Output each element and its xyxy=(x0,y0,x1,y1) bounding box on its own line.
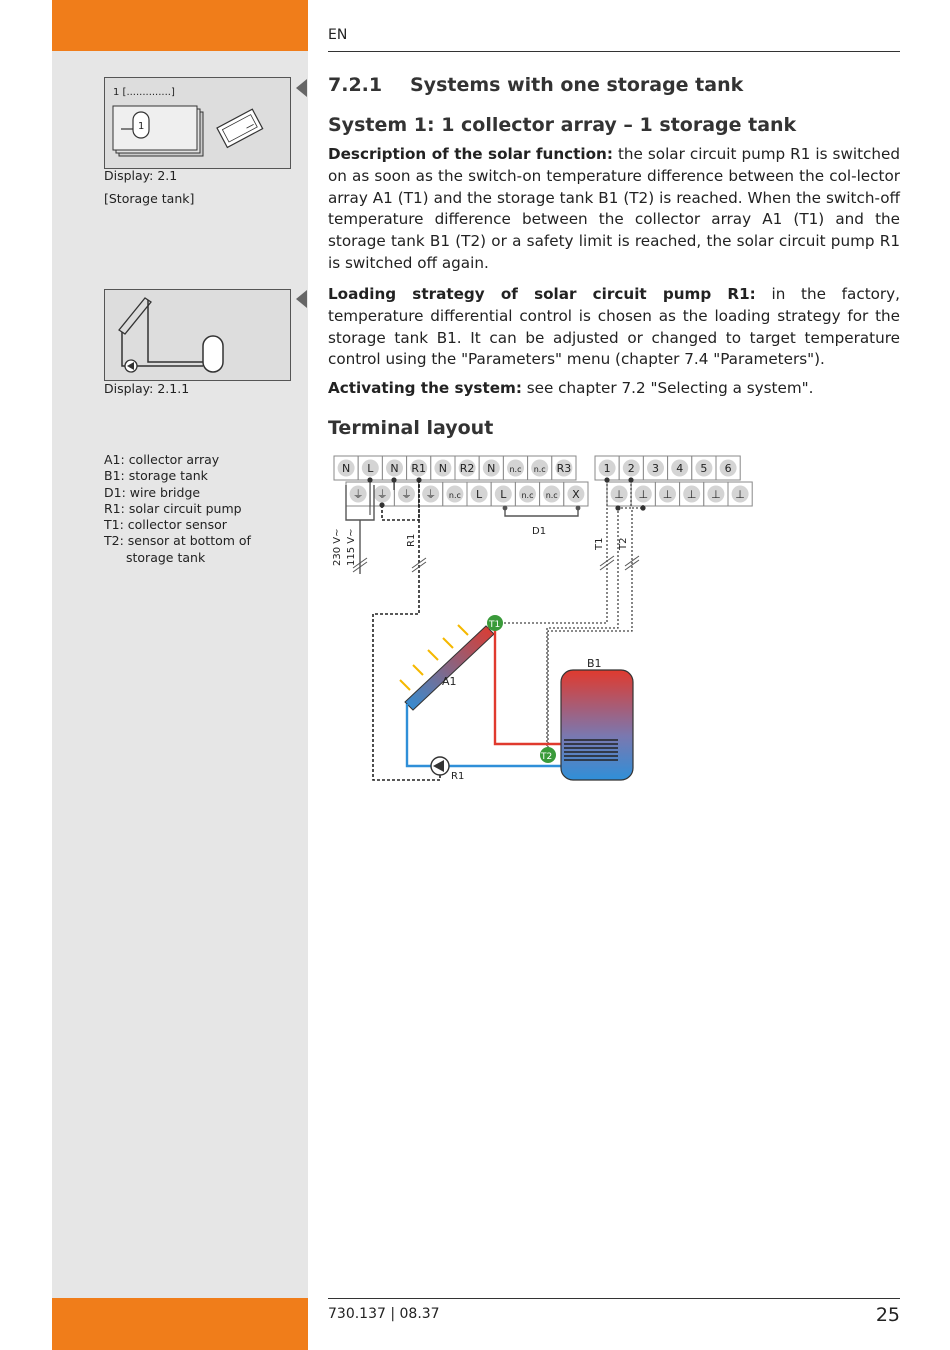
terminal-label: R3 xyxy=(556,462,572,475)
terminal-layout-heading: Terminal layout xyxy=(328,417,494,439)
collector-array-panel xyxy=(405,626,494,710)
display-screen-system xyxy=(104,289,291,381)
terminal-label: ⏚ xyxy=(401,488,412,501)
pointer-arrow-icon xyxy=(296,290,307,308)
loading-text: in the factory, temperature differential control is chosen as the loading strategy for the storage tank B1. It can be adjusted or changed to target temperature control using the "Parameters" menu (chapter 7.4 "Parameters"). xyxy=(328,285,900,369)
terminal-label: ⊥ xyxy=(614,488,624,501)
terminal-label: n.c xyxy=(521,491,534,500)
storage-tank-display-icon xyxy=(105,78,290,168)
r1-wire-label: R1 xyxy=(406,533,417,547)
terminal-layout-diagram xyxy=(328,450,768,790)
return-pipe xyxy=(407,704,561,766)
terminal-label: L xyxy=(500,488,507,501)
pointer-arrow-icon xyxy=(296,79,307,97)
voltage-label-115: 115 V~ xyxy=(346,528,357,566)
a1-label: A1 xyxy=(442,675,457,688)
display-screen-storage-tank xyxy=(104,77,291,169)
footer-orange-bar xyxy=(52,1298,308,1350)
header-orange-bar xyxy=(52,0,308,51)
d1-wire-bridge xyxy=(505,508,578,516)
display-header-text: 1 [..............] xyxy=(113,87,175,98)
terminal-row-bottom-left xyxy=(346,482,588,506)
terminal-label: N xyxy=(487,462,496,475)
legend-item: B1: storage tank xyxy=(104,468,208,484)
terminal-label: ⊥ xyxy=(686,488,697,501)
terminal-label: N xyxy=(390,462,399,475)
terminal-label: 1 xyxy=(603,462,611,475)
language-label: EN xyxy=(328,27,348,43)
terminal-row-bottom-right xyxy=(607,482,752,506)
loading-paragraph xyxy=(328,284,900,371)
page-number: 25 xyxy=(875,1304,900,1326)
terminal-label: n.c xyxy=(545,491,558,500)
terminal-label: 2 xyxy=(627,462,635,475)
display-caption-1: Display: 2.1 xyxy=(104,168,178,183)
terminal-label: ⊥ xyxy=(638,488,649,501)
display-icon-number: 1 xyxy=(138,121,145,132)
terminal-label: 3 xyxy=(652,462,659,475)
activating-text: see chapter 7.2 "Selecting a system". xyxy=(521,379,814,397)
legend-item: R1: solar circuit pump xyxy=(104,500,242,516)
terminal-label: n.c xyxy=(533,465,546,474)
t2-sensor-label: T2 xyxy=(541,752,553,762)
loading-label: Loading strategy of solar circuit pump R1: xyxy=(328,285,756,303)
system-schematic-icon xyxy=(105,290,290,380)
terminal-label: 5 xyxy=(700,462,708,475)
pump-label: R1 xyxy=(451,771,465,782)
terminal-label: N xyxy=(438,462,448,475)
legend-item: T2: sensor at bottom of xyxy=(104,533,251,549)
header-rule xyxy=(328,51,900,52)
terminal-label: n.c xyxy=(448,491,461,500)
d1-label: D1 xyxy=(532,526,547,537)
terminal-label: N xyxy=(341,462,351,475)
terminal-label: ⊥ xyxy=(735,488,745,501)
terminal-label: 6 xyxy=(724,462,732,475)
terminal-label: L xyxy=(367,462,374,475)
t1-wire-label: T1 xyxy=(594,537,605,550)
legend-item: storage tank xyxy=(126,549,206,565)
description-paragraph xyxy=(328,144,900,275)
terminal-label: ⏚ xyxy=(352,488,364,501)
description-label: Description of the solar function: xyxy=(328,145,613,163)
footer-rule xyxy=(328,1298,900,1299)
terminal-label: ⏚ xyxy=(425,488,437,501)
legend-list xyxy=(104,452,251,566)
terminal-label: 4 xyxy=(676,462,684,475)
section-title: Systems with one storage tank xyxy=(410,74,744,96)
terminal-label: ⊥ xyxy=(662,488,673,501)
description-text: the solar circuit pump R1 is switched on as soon as the switch-on temperature difference between the col-lector array A1 (T1) and the storage tank B1 (T2) is reached. When the switch-off temperature difference between the collector array A1 (T1) and the storage tank B1 (T2) or a safety limit is reached, the solar circuit pump R1 is switched off again. xyxy=(328,145,901,272)
t2-wire-label: T2 xyxy=(618,537,629,550)
section-number: 7.2.1 xyxy=(328,74,383,96)
activating-paragraph xyxy=(328,378,900,400)
terminal-label: X xyxy=(572,488,580,501)
terminal-label: R1 xyxy=(411,462,427,475)
b1-label: B1 xyxy=(587,657,602,670)
terminal-label: R2 xyxy=(459,462,475,475)
terminal-label: n.c xyxy=(509,465,522,474)
section-heading xyxy=(328,74,743,96)
hot-flow-pipe xyxy=(488,623,561,744)
activating-label: Activating the system: xyxy=(328,379,522,397)
display-caption-2: Display: 2.1.1 xyxy=(104,381,190,396)
document-code: 730.137 | 08.37 xyxy=(328,1306,440,1322)
display-subcaption-1: [Storage tank] xyxy=(104,191,195,206)
legend-item: D1: wire bridge xyxy=(104,484,201,500)
terminal-row-top-right xyxy=(595,456,740,480)
system-heading: System 1: 1 collector array – 1 storage tank xyxy=(328,114,797,136)
terminal-label: ⏚ xyxy=(376,488,388,501)
storage-tank-icon xyxy=(561,670,633,780)
terminal-row-top-left xyxy=(334,456,576,480)
legend-item: T1: collector sensor xyxy=(104,517,227,533)
terminal-label: ⊥ xyxy=(711,488,721,501)
voltage-label-230: 230 V~ xyxy=(332,528,343,566)
t1-sensor-label: T1 xyxy=(489,620,501,630)
terminal-label: L xyxy=(476,488,483,501)
legend-item: A1: collector array xyxy=(104,452,220,467)
